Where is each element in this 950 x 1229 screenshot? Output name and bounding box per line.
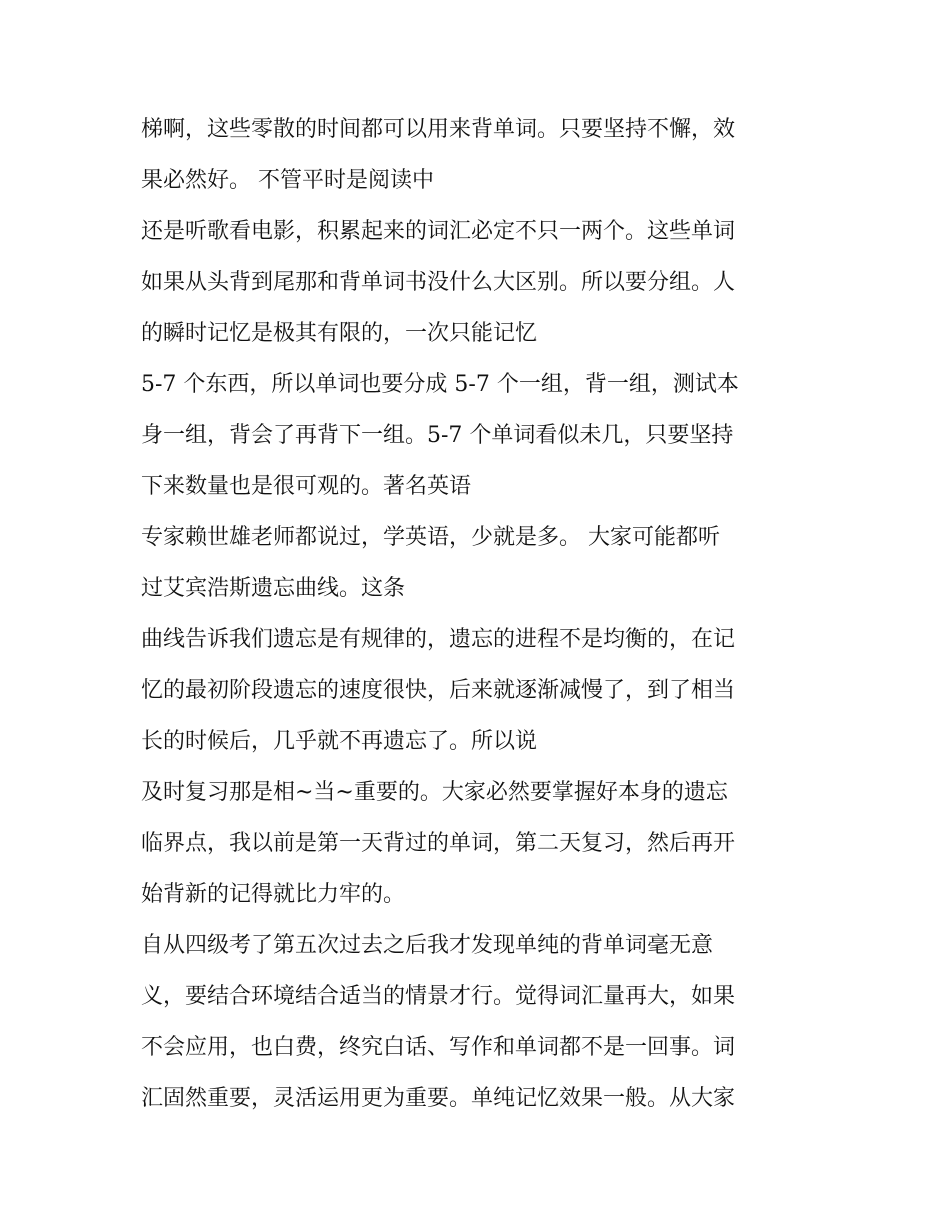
text-line: 忆的最初阶段遗忘的速度很快，后来就逐渐减慢了，到了相当 (141, 678, 736, 703)
text-line: 曲线告诉我们遗忘是有规律的，遗忘的进程不是均衡的，在记 (141, 627, 736, 652)
text-line: 果必然好。 不管平时是阅读中 (141, 168, 434, 193)
text-line: 汇固然重要，灵活运用更为重要。单纯记忆效果一般。从大家 (141, 1086, 736, 1111)
text-line: 长的时候后，几乎就不再遗忘了。所以说 (141, 729, 538, 754)
text-line: 5-7 个东西，所以单词也要分成 5-7 个一组，背一组，测试本 (141, 372, 739, 397)
text-line: 始背新的记得就比力牢的。 (141, 882, 406, 907)
text-line: 的瞬时记忆是极其有限的，一次只能记忆 (141, 321, 538, 346)
text-line: 及时复习那是相~当~重要的。大家必然要掌握好本身的遗忘 (141, 780, 728, 805)
text-line: 梯啊，这些零散的时间都可以用来背单词。只要坚持不懈，效 (141, 117, 736, 142)
text-line: 义，要结合环境结合适当的情景才行。觉得词汇量再大，如果 (141, 984, 736, 1009)
text-line: 如果从头背到尾那和背单词书没什么大区别。所以要分组。人 (141, 270, 736, 295)
text-line: 临界点，我以前是第一天背过的单词，第二天复习，然后再开 (141, 831, 736, 856)
text-line: 自从四级考了第五次过去之后我才发现单纯的背单词毫无意 (141, 933, 714, 958)
text-line: 过艾宾浩斯遗忘曲线。这条 (141, 576, 406, 601)
text-line: 还是听歌看电影，积累起来的词汇必定不只一两个。这些单词 (141, 219, 736, 244)
text-line: 不会应用，也白费，终究白话、写作和单词都不是一回事。词 (141, 1035, 736, 1060)
text-line: 专家赖世雄老师都说过，学英语，少就是多。 大家可能都听 (141, 525, 720, 550)
text-line: 下来数量也是很可观的。著名英语 (141, 474, 472, 499)
text-line: 身一组，背会了再背下一组。5-7 个单词看似未几，只要坚持 (141, 423, 734, 448)
document-body (141, 104, 821, 1124)
